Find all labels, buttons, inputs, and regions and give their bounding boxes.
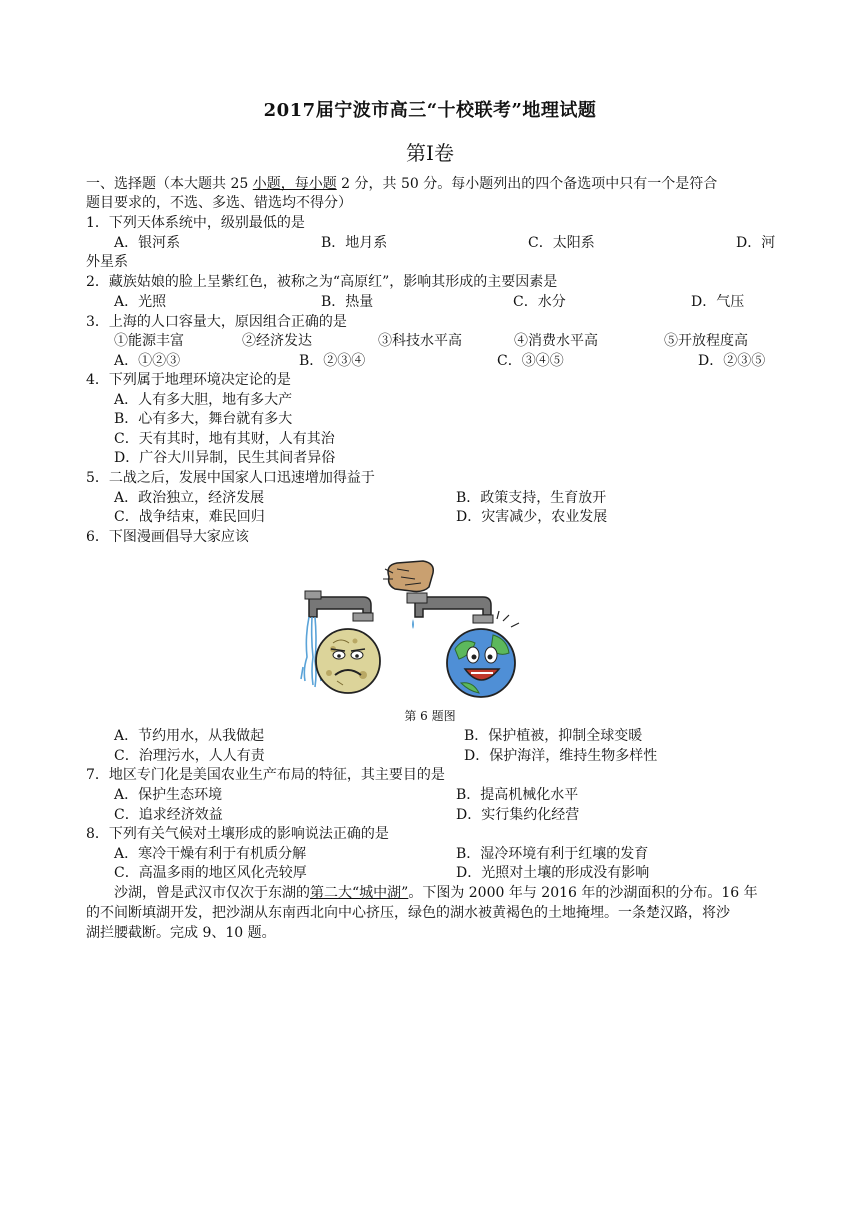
- passage-text: 。下图为 2000 年与 2016 年的沙湖面积的分布。16 年: [408, 885, 758, 901]
- instructions-text: 2 分，共 50 分。每小题列出的四个备选项中只有一个是符合: [336, 176, 718, 192]
- question-3-option-b: B．②③④: [299, 353, 366, 369]
- happy-earth-icon: [447, 611, 519, 697]
- question-4-option-b: B．心有多大，舞台就有多大: [114, 411, 293, 427]
- figure-6-caption: 第 6 题图: [404, 709, 456, 723]
- right-faucet-icon: [407, 593, 493, 629]
- question-4-stem: 4．下列属于地理环境决定论的是: [86, 372, 291, 388]
- question-5-option-a: A．政治独立，经济发展: [114, 490, 265, 506]
- left-faucet-icon: [305, 591, 373, 621]
- question-8-option-c: C．高温多雨的地区风化壳较厚: [114, 865, 307, 881]
- volume-heading: 第Ⅰ卷: [406, 141, 454, 165]
- question-4-option-c: C．天有其时，地有其财，人有其治: [114, 431, 335, 447]
- passage-line-3: 湖拦腰截断。完成 9、10 题。: [86, 925, 276, 941]
- question-3-option-c: C．③④⑤: [497, 353, 564, 369]
- question-2-option-b: B．热量: [321, 294, 374, 310]
- question-1-option-b: B．地月系: [321, 235, 388, 251]
- question-4-option-a: A．人有多大胆，地有多大产: [114, 392, 293, 408]
- question-3-factor-4: ④消费水平高: [514, 333, 598, 349]
- question-2-option-a: A．光照: [114, 294, 167, 310]
- instructions-text: 一、选择题（本大题共 25: [86, 176, 253, 192]
- passage-text: 沙湖，曾是武汉市仅次于东湖的: [114, 885, 310, 901]
- question-7-option-c: C．追求经济效益: [114, 807, 223, 823]
- question-6-option-a: A．节约用水，从我做起: [114, 728, 265, 744]
- question-3-option-d: D．②③⑤: [698, 353, 766, 369]
- section-instructions-line-1: [86, 175, 717, 193]
- question-5-stem: 5．二战之后，发展中国家人口迅速增加得益于: [86, 470, 375, 486]
- water-saving-cartoon-figure: [293, 557, 539, 705]
- section-instructions-line-2: 题目要求的，不选、多选、错选均不得分）: [86, 195, 352, 211]
- question-3-factor-3: ③科技水平高: [378, 333, 462, 349]
- question-7-option-b: B．提高机械化水平: [456, 787, 579, 803]
- question-1-stem: 1．下列天体系统中，级别最低的是: [86, 215, 305, 231]
- question-8-option-b: B．湿冷环境有利于红壤的发育: [456, 846, 649, 862]
- question-8-option-d: D．光照对土壤的形成没有影响: [456, 865, 650, 881]
- question-6-option-d: D．保护海洋，维持生物多样性: [464, 748, 658, 764]
- question-3-factor-5: ⑤开放程度高: [664, 333, 748, 349]
- question-1-option-a: A．银河系: [114, 235, 181, 251]
- question-8-option-a: A．寒冷干燥有利于有机质分解: [114, 846, 307, 862]
- question-1-option-d: D．河: [736, 235, 776, 251]
- question-7-option-a: A．保护生态环境: [114, 787, 223, 803]
- question-6-option-c: C．治理污水，人人有责: [114, 748, 265, 764]
- question-5-option-d: D．灾害减少，农业发展: [456, 509, 608, 525]
- question-2-stem: 2．藏族姑娘的脸上呈紫红色，被称之为“高原红”，影响其形成的主要因素是: [86, 274, 558, 290]
- question-8-stem: 8．下列有关气候对土壤形成的影响说法正确的是: [86, 826, 389, 842]
- question-3-factor-2: ②经济发达: [242, 333, 312, 349]
- question-5-option-b: B．政策支持，生育放开: [456, 490, 607, 506]
- question-2-option-c: C．水分: [513, 294, 566, 310]
- question-1-option-d-continued: 外星系: [86, 254, 128, 270]
- question-3-option-a: A．①②③: [114, 353, 181, 369]
- question-1-option-c: C．太阳系: [528, 235, 595, 251]
- question-6-stem: 6．下图漫画倡导大家应该: [86, 529, 249, 545]
- question-5-option-c: C．战争结束，难民回归: [114, 509, 265, 525]
- question-2-option-d: D．气压: [691, 294, 745, 310]
- question-3-stem: 3．上海的人口容量大，原因组合正确的是: [86, 314, 347, 330]
- question-3-factor-1: ①能源丰富: [114, 333, 184, 349]
- instructions-underlined-text: 小题，每小题: [252, 176, 337, 192]
- question-7-stem: 7．地区专门化是美国农业生产布局的特征，其主要目的是: [86, 767, 445, 783]
- passage-underlined-text: 第二大“城中湖”: [310, 885, 409, 901]
- sad-dry-earth-icon: [316, 629, 380, 693]
- question-6-option-b: B．保护植被，抑制全球变暖: [464, 728, 643, 744]
- hand-turning-tap-icon: [383, 561, 433, 592]
- page-title: 2017届宁波市高三“十校联考”地理试题: [263, 100, 597, 121]
- passage-line-2: 的不间断填湖开发，把沙湖从东南西北向中心挤压，绿色的湖水被黄褐色的土地掩埋。一条楚汉路，将沙: [86, 905, 730, 921]
- passage-line-1: [114, 884, 758, 902]
- question-7-option-d: D．实行集约化经营: [456, 807, 580, 823]
- question-4-option-d: D．广谷大川异制，民生其间者异俗: [114, 450, 336, 466]
